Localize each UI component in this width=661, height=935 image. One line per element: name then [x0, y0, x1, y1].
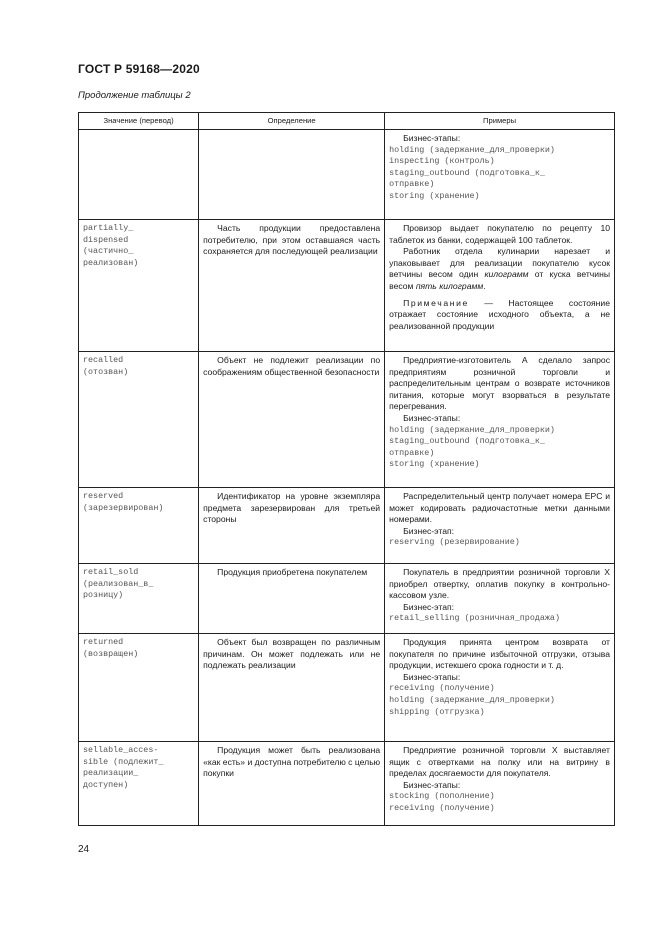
- definition-cell: [199, 488, 385, 564]
- stages-label: Бизнес-этапы:: [403, 412, 461, 423]
- value-cell: [79, 488, 199, 564]
- value-line: (зарезервирован): [83, 502, 164, 513]
- example-text: Работник отдела кулинарии нарезает и упаковывает для реализации покупателю кусок ветчины весом один килограмм от куска ветчины весом пять килограмм.: [389, 246, 610, 291]
- stage-code: отправке): [389, 179, 435, 190]
- definition-text: Продукция приобретена покупателем: [217, 567, 368, 577]
- value-line: доступен): [83, 779, 129, 790]
- value-line: reserved: [83, 491, 124, 501]
- value-line: розницу): [83, 590, 124, 601]
- value-cell: [79, 130, 199, 220]
- table-header-row: [79, 113, 615, 130]
- examples-cell: [385, 634, 615, 742]
- note-text: Примечание — Настоящее состояние отражает состояние исходного объекта, а не реализованной продукции: [389, 297, 610, 331]
- value-line: sellable_acces-: [83, 745, 159, 755]
- stage-code: receiving (получение): [389, 683, 495, 694]
- value-cell: [79, 352, 199, 488]
- page-number: 24: [78, 844, 90, 855]
- example-text: Покупатель в предприятии розничной торговли X приобрел отвертку, оплатив покупку в контрольно-кассовом узле.: [389, 567, 610, 601]
- examples-cell: [385, 742, 615, 826]
- value-line: (частично_: [83, 246, 134, 257]
- example-text: Провизор выдает покупателю по рецепту 10 таблеток из банки, содержащей 100 таблеток.: [389, 223, 610, 245]
- stage-code: storing (хранение): [389, 190, 480, 201]
- value-line: реализован): [83, 257, 139, 268]
- stages-label: Бизнес-этапы:: [403, 671, 461, 682]
- definition-cell: [199, 742, 385, 826]
- value-line: (отозван): [83, 366, 129, 377]
- table-row: [79, 564, 615, 634]
- examples-cell: [385, 352, 615, 488]
- examples-cell: [385, 130, 615, 220]
- value-cell: [79, 742, 199, 826]
- stage-label: Бизнес-этап:: [403, 525, 455, 536]
- table-row: [79, 352, 615, 488]
- table-row: [79, 488, 615, 564]
- definition-text: Продукция может быть реализована «как есть» и доступна потребителю с целью покупки: [203, 745, 381, 779]
- stages-label: Бизнес-этапы:: [403, 133, 461, 143]
- value-line: retail_sold: [83, 567, 139, 577]
- definition-cell: [199, 564, 385, 634]
- stage-code: retail_selling (розничная_продажа): [389, 613, 560, 624]
- stage-code: staging_outbound (подготовка_к_: [389, 436, 545, 447]
- stage-code: storing (хранение): [389, 459, 480, 470]
- stage-code: stocking (пополнение): [389, 791, 495, 802]
- value-line: recalled: [83, 355, 124, 365]
- example-text: Предприятие-изготовитель А сделало запрос предприятиям розничной торговли и распределительным центрам о возврате источников питания, которые могут взорваться в результате перегревания.: [389, 355, 610, 412]
- value-line: returned: [83, 637, 124, 647]
- table-row: [79, 634, 615, 742]
- value-line: partially_: [83, 223, 134, 233]
- example-text: Распределительный центр получает номера EPC и может кодировать радиочастотные метки данными номерами.: [389, 491, 610, 525]
- examples-cell: [385, 220, 615, 352]
- value-line: реализации_: [83, 768, 139, 779]
- table-caption: Продолжение таблицы 2: [78, 90, 191, 101]
- table-row: [79, 220, 615, 352]
- definition-cell: [199, 130, 385, 220]
- examples-cell: [385, 488, 615, 564]
- stage-code: holding (задержание_для_проверки): [389, 694, 555, 705]
- definition-cell: [199, 352, 385, 488]
- examples-cell: [385, 564, 615, 634]
- definition-text: Идентификатор на уровне экземпляра предмета зарезервирован для третьей стороны: [203, 491, 381, 525]
- stage-code: отправке): [389, 447, 435, 458]
- value-line: (реализован_в_: [83, 578, 154, 589]
- document-title: ГОСТ Р 59168—2020: [78, 62, 200, 76]
- stage-code: receiving (получение): [389, 802, 495, 813]
- column-header-examples: Примеры: [385, 113, 615, 130]
- example-text: Продукция принята центром возврата от покупателя по причине избыточной отгрузки, отзыва продукции, истекшего срока годности и т. д.: [389, 637, 610, 671]
- value-cell: [79, 634, 199, 742]
- stage-code: staging_outbound (подготовка_к_: [389, 167, 545, 178]
- stage-label: Бизнес-этап:: [403, 601, 455, 612]
- value-line: sible (подлежит_: [83, 756, 164, 767]
- definition-text: Объект был возвращен по различным причинам. Он может подлежать или не подлежать реализации: [203, 637, 381, 671]
- definition-text: Объект не подлежит реализации по соображениям общественной безопасности: [203, 355, 381, 377]
- stage-code: holding (задержание_для_проверки): [389, 144, 555, 155]
- definition-cell: [199, 220, 385, 352]
- value-line: dispensed: [83, 234, 129, 245]
- value-cell: [79, 220, 199, 352]
- definition-text: Часть продукции предоставлена потребителю, при этом оставшаяся часть сохраняется для последующей реализации: [203, 223, 381, 257]
- stage-code: holding (задержание_для_проверки): [389, 424, 555, 435]
- example-text: Предприятие розничной торговли X выставляет ящик с отвертками на полку или на витрину в пределах досягаемости для покупателя.: [389, 745, 610, 779]
- column-header-value: Значение (перевод): [79, 113, 199, 130]
- stages-label: Бизнес-этапы:: [403, 779, 461, 790]
- stage-code: reserving (резервирование): [389, 537, 520, 548]
- stage-code: shipping (отгрузка): [389, 706, 485, 717]
- value-cell: [79, 564, 199, 634]
- value-line: (возвращен): [83, 648, 139, 659]
- stage-code: inspecting (контроль): [389, 156, 495, 167]
- table-row: [79, 130, 615, 220]
- definition-cell: [199, 634, 385, 742]
- column-header-definition: Определение: [199, 113, 385, 130]
- definitions-table: [78, 112, 615, 826]
- table-row: [79, 742, 615, 826]
